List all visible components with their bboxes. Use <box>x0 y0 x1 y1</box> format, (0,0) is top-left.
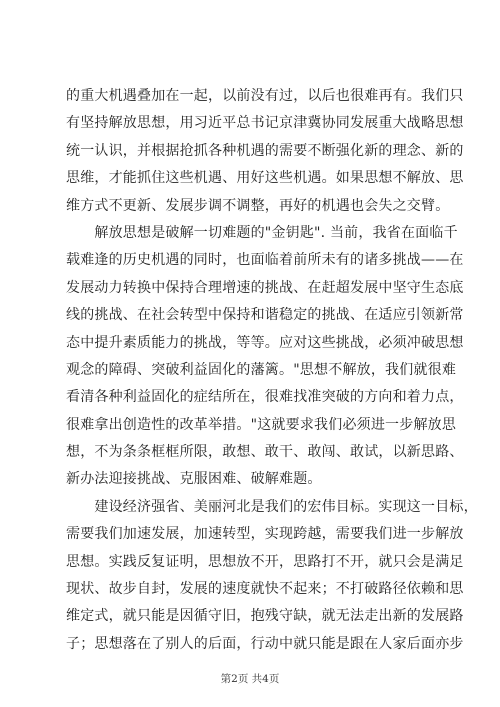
body-text <box>66 83 478 658</box>
text-line: 子；思想落在了别人的后面，行动中就只能是跟在人家后面亦步 <box>66 635 464 652</box>
text-line: 维定式，就只能是因循守旧，抱残守缺，就无法走出新的发展路 <box>66 608 464 625</box>
text-line: 线的挑战、在社会转型中保持和谐稳定的挑战、在适应引领新常 <box>66 307 464 324</box>
page-number: 第2页 共4页 <box>220 673 280 685</box>
text-line: 很难拿出创造性的改革举措。"这就要求我们必须进一步解放思 <box>66 416 457 433</box>
text-line: 新办法迎接挑战、克服困难、破解难题。 <box>66 471 322 488</box>
text-line: 维方式不更新、发展步调不调整，再好的机遇也会失之交臂。 <box>66 197 450 214</box>
text-line: 建设经济强省、美丽河北是我们的宏伟目标。实现这一目标， <box>66 498 478 515</box>
text-line: 发展动力转换中保持合理增速的挑战、在赶超发展中坚守生态底 <box>66 279 464 296</box>
text-line: 的重大机遇叠加在一起，以前没有过，以后也很难再有。我们只 <box>66 88 464 104</box>
text-line: 需要我们加速发展，加速转型，实现跨越，需要我们进一步解放 <box>66 526 464 543</box>
text-line: 思想。实践反复证明，思想放不开，思路打不开，就只会是满足 <box>66 553 464 570</box>
text-line: 现状、故步自封，发展的速度就快不起来；不打破路径依赖和思 <box>66 581 464 598</box>
text-line: 解放思想是破解一切难题的"金钥匙". 当前，我省在面临千 <box>66 224 458 241</box>
text-line: 看清各种利益固化的症结所在，很难找准突破的方向和着力点， <box>66 389 464 406</box>
text-line: 统一认识，并根据抢抓各种机遇的需要不断强化新的理念、新的 <box>66 142 464 159</box>
text-line: 载难逢的历史机遇的同时，也面临着前所未有的诸多挑战——在 <box>66 252 464 269</box>
text-line: 想，不为条条框框所限，敢想、敢干、敢闯、敢试，以新思路、 <box>66 444 464 461</box>
text-line: 有坚持解放思想，用习近平总书记京津冀协同发展重大战略思想 <box>66 115 464 132</box>
text-line: 态中提升素质能力的挑战，等等。应对这些挑战，必须冲破思想 <box>66 334 464 351</box>
text-line: 观念的障碍、突破利益固化的藩篱。"思想不解放，我们就很难 <box>66 361 457 378</box>
text-line: 思维，才能抓住这些机遇、用好这些机遇。如果思想不解放、思 <box>66 170 464 187</box>
